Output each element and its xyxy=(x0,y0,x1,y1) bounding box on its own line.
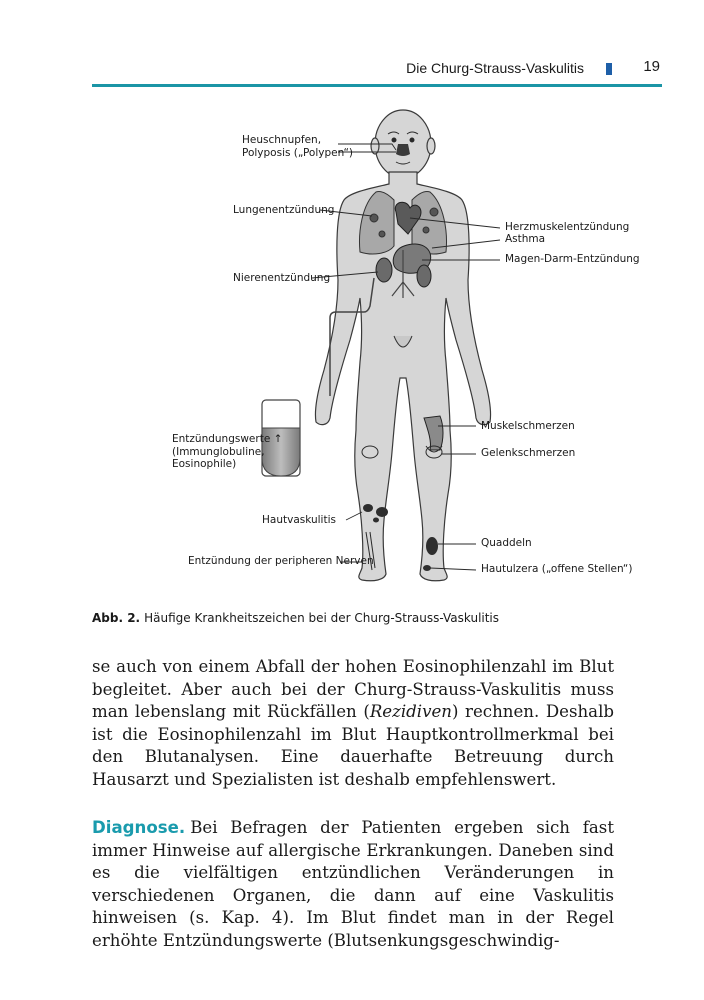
label-magen-darm: Magen-Darm-Entzündung xyxy=(505,253,640,265)
nose-inflammation xyxy=(396,144,410,156)
paragraph-1-italic: Rezidiven xyxy=(369,702,452,722)
label-nierenentzuendung: Nierenentzündung xyxy=(233,272,331,284)
label-quaddeln: Quaddeln xyxy=(481,537,532,549)
figure-illustration xyxy=(92,100,662,600)
header-rule xyxy=(92,84,662,87)
diagnose-heading: Diagnose. xyxy=(92,818,186,837)
chapter-marker xyxy=(606,63,612,75)
body-illustration xyxy=(92,100,662,600)
label-line: Eosinophile) xyxy=(172,458,237,470)
label-line: Heuschnupfen, xyxy=(242,134,322,146)
paragraph-2 xyxy=(92,817,614,953)
label-hautulzera: Hautulzera („offene Stellen“) xyxy=(481,563,633,575)
label-line: Entzündungswerte ↑ xyxy=(172,433,283,445)
running-head xyxy=(92,58,662,84)
label-heuschnupfen xyxy=(242,134,353,159)
label-gelenkschmerzen: Gelenkschmerzen xyxy=(481,447,576,459)
label-line: Polyposis („Polypen“) xyxy=(242,146,354,159)
running-title: Die Churg-Strauss-Vaskulitis xyxy=(406,60,584,76)
figure-caption xyxy=(92,610,662,626)
label-asthma: Asthma xyxy=(505,233,546,245)
label-lungenentzuendung: Lungenentzündung xyxy=(233,204,335,216)
paragraph-1 xyxy=(92,656,614,792)
label-hautvaskulitis: Hautvaskulitis xyxy=(262,514,336,526)
label-line: (Immunglobuline, xyxy=(172,445,265,458)
paragraph-1-text: se auch von einem Abfall der hohen Eosinophilenzahl im Blut begleitet. Aber auch bei der Churg-Strauss-Vaskulitis muss man lebenslang mit Rückfällen ( xyxy=(92,657,614,722)
page-number: 19 xyxy=(643,58,660,75)
label-herzmuskel: Herzmuskelentzündung xyxy=(505,221,630,233)
label-muskelschmerzen: Muskelschmerzen xyxy=(481,420,575,432)
label-periphere-nerven: Entzündung der peripheren Nerven xyxy=(188,555,374,567)
caption-text: Häufige Krankheitszeichen bei der Churg-Strauss-Vaskulitis xyxy=(144,611,500,625)
label-entzuendungswerte xyxy=(172,433,282,471)
caption-label: Abb. 2. xyxy=(92,611,141,625)
paragraph-2-text: Bei Befragen der Patienten ergeben sich fast immer Hinweise auf allergische Erkrankungen. Daneben sind es die vielfältigen entzündlichen Veränderungen in verschiedenen Organen, die dann auf eine Vaskulitis hinweisen (s. Kap. 4). Im Blut findet man in der Regel erhöhte Entzündungswerte (Blutsenkungsgeschwindig- xyxy=(92,818,614,950)
paragraph-1-text-end: ) rechnen. Deshalb ist die Eosinophilenzahl im Blut Hauptkontrollmerkmal bei den Blutanalysen. Eine dauerhafte Betreuung durch Hausarzt und Spezialisten ist deshalb empfehlenswert. xyxy=(92,702,614,789)
